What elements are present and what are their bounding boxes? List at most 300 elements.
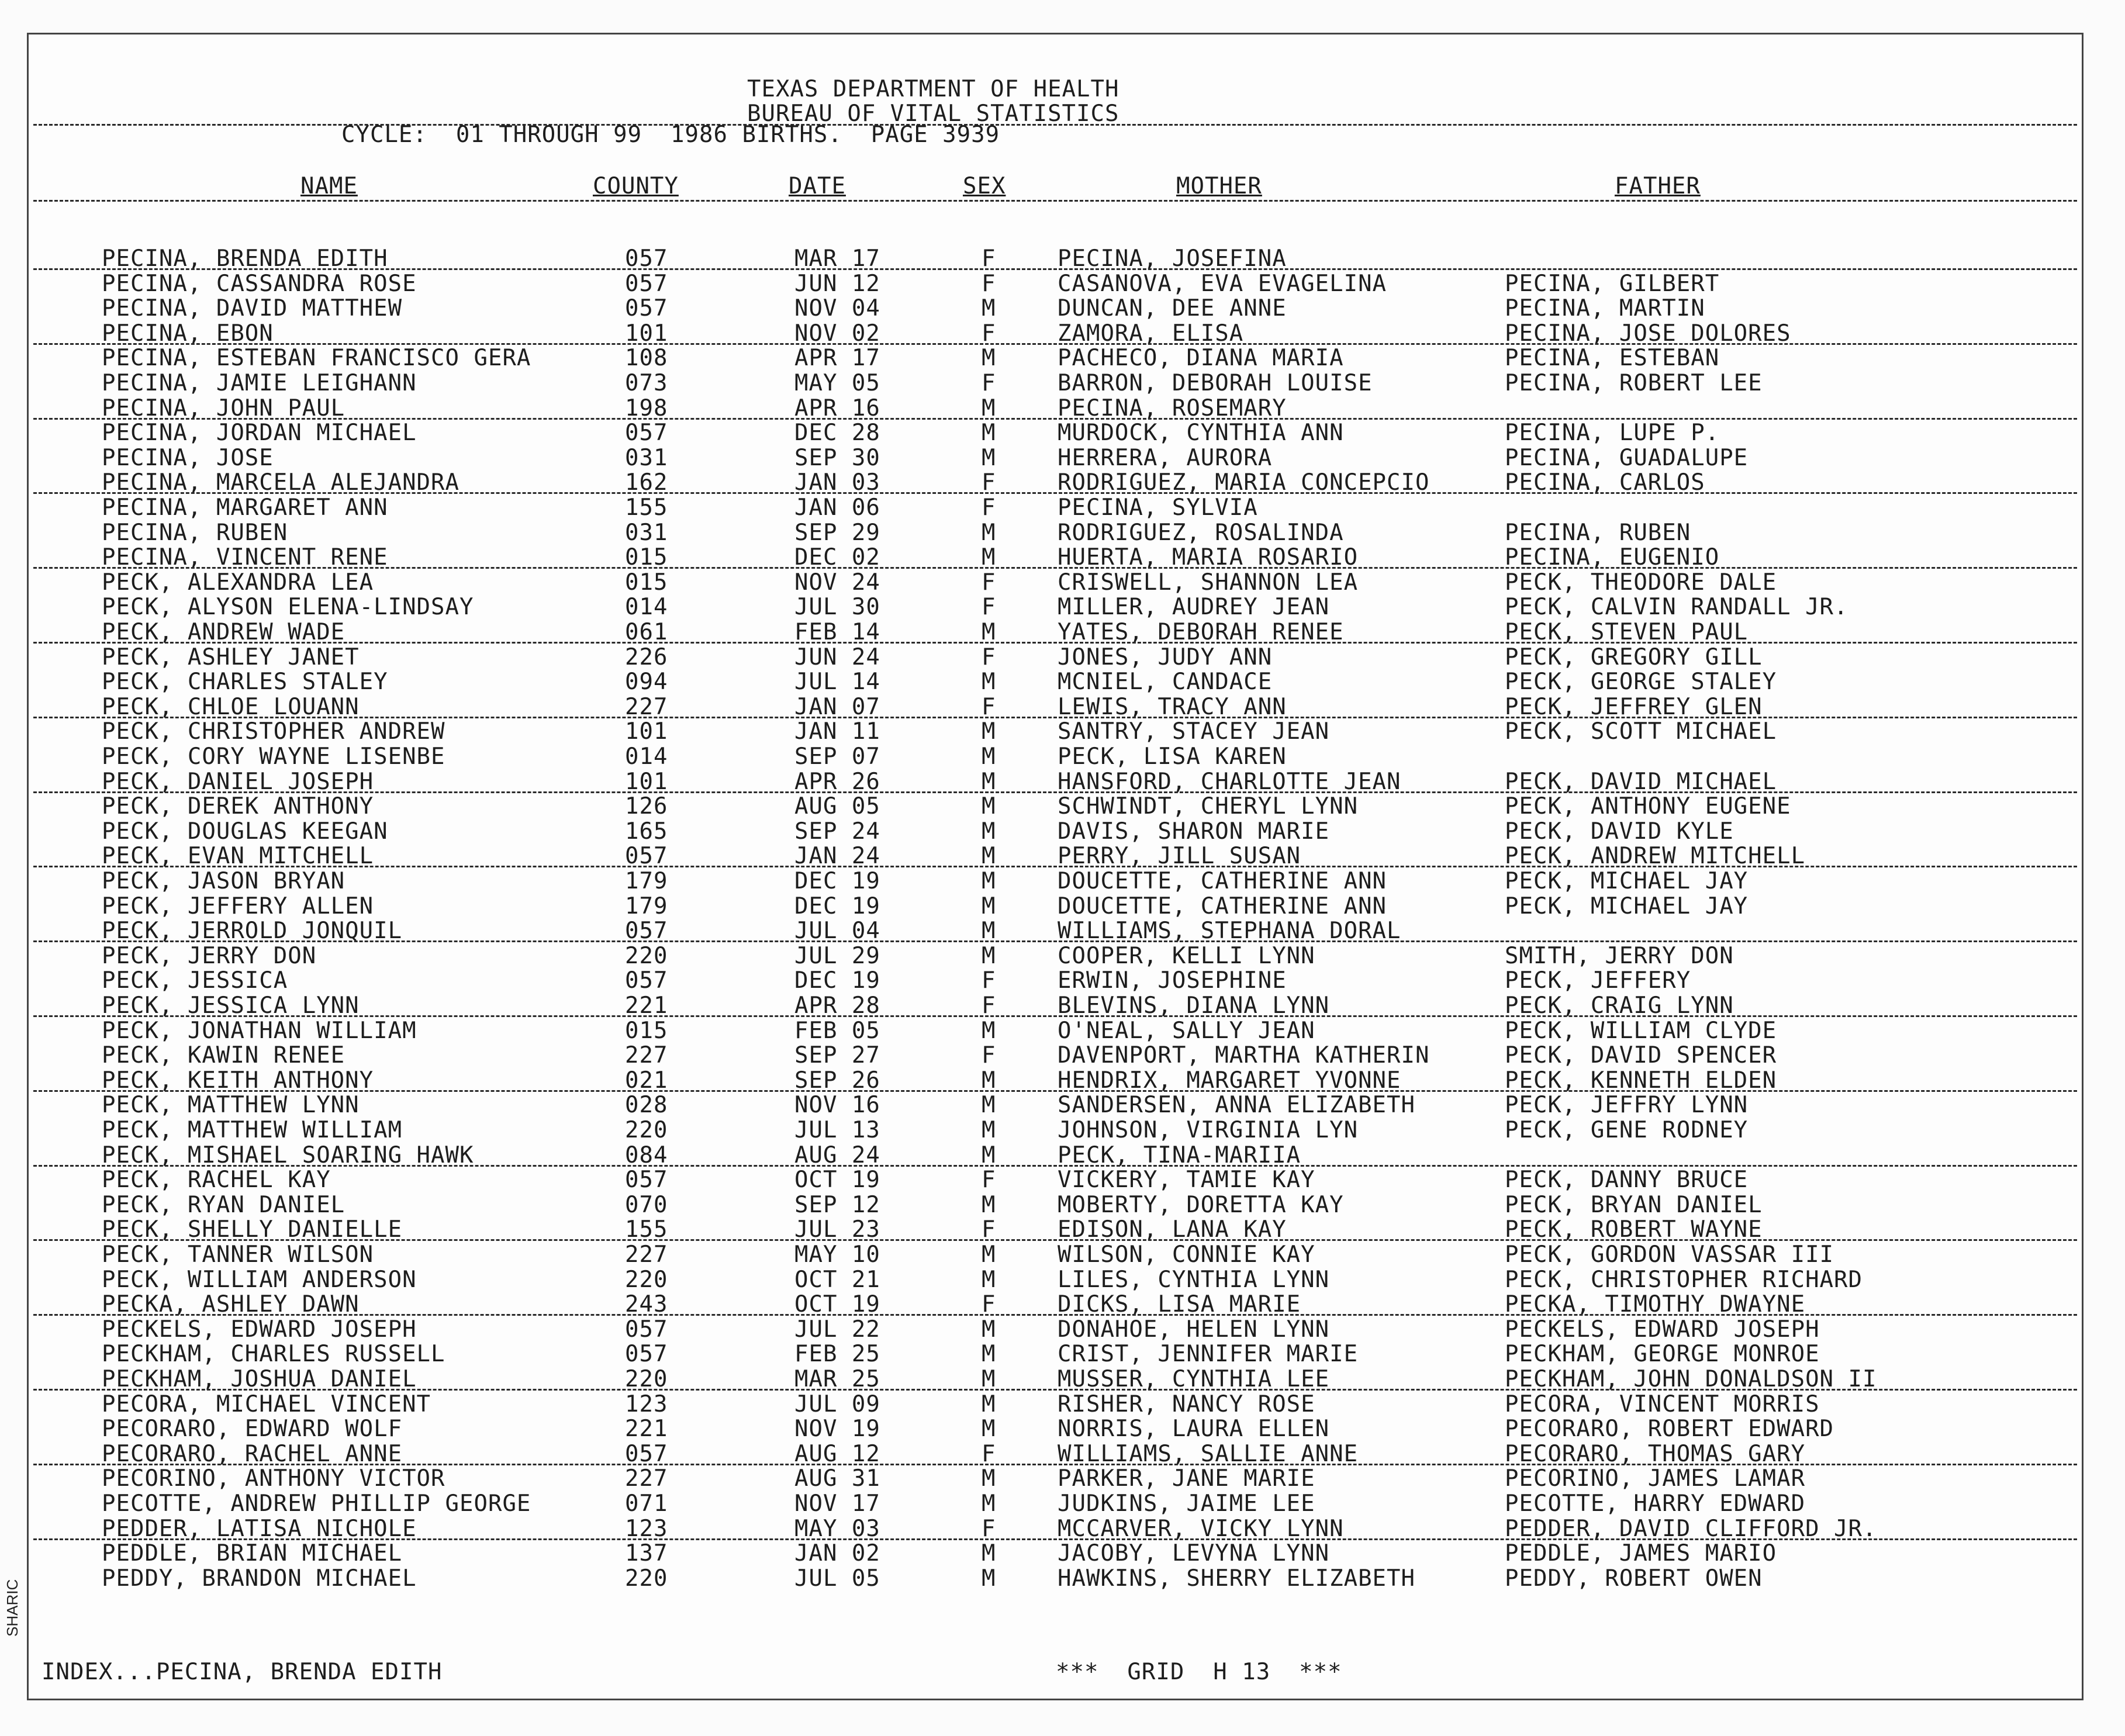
cell-county: 227: [625, 1465, 668, 1492]
cell-name: PECK, JERRY DON: [102, 943, 317, 969]
cell-mother: DAVENPORT, MARTHA KATHERIN: [1058, 1042, 1430, 1068]
cell-county: 155: [625, 1216, 668, 1243]
table-row: [29, 495, 2082, 520]
cell-mother: JOHNSON, VIRGINIA LYN: [1058, 1117, 1359, 1143]
cell-county: 221: [625, 1416, 668, 1442]
cell-date: FEB 14: [794, 619, 880, 645]
dashed-rule-group: [33, 492, 2077, 494]
cell-county: 243: [625, 1291, 668, 1317]
dashed-rule-group: [33, 567, 2077, 569]
cell-date: DEC 02: [794, 544, 880, 570]
cell-date: AUG 24: [794, 1142, 880, 1168]
cell-county: 101: [625, 769, 668, 795]
cell-name: PECK, JESSICA: [102, 967, 288, 994]
cell-name: PECK, MATTHEW WILLIAM: [102, 1117, 403, 1143]
cell-mother: MCNIEL, CANDACE: [1058, 669, 1273, 695]
cell-father: PECK, WILLIAM CLYDE: [1505, 1018, 1777, 1044]
cell-county: 057: [625, 420, 668, 446]
cell-name: PEDDER, LATISA NICHOLE: [102, 1516, 417, 1542]
cell-mother: LILES, CYNTHIA LYNN: [1058, 1267, 1330, 1293]
cell-date: APR 26: [794, 769, 880, 795]
cell-name: PECK, CHLOE LOUANN: [102, 694, 360, 720]
cell-county: 014: [625, 743, 668, 770]
cell-county: 015: [625, 569, 668, 596]
dashed-rule-group: [33, 1389, 2077, 1391]
cell-date: APR 16: [794, 395, 880, 421]
table-row: [29, 744, 2082, 769]
cell-county: 179: [625, 893, 668, 919]
cell-father: PECKA, TIMOTHY DWAYNE: [1505, 1291, 1806, 1317]
cell-father: SMITH, JERRY DON: [1505, 943, 1734, 969]
cell-county: 220: [625, 1117, 668, 1143]
cell-mother: NORRIS, LAURA ELLEN: [1058, 1416, 1330, 1442]
cell-father: PECK, DANNY BRUCE: [1505, 1167, 1749, 1193]
column-header-father: FATHER: [1615, 173, 1701, 199]
table-row: [29, 1317, 2082, 1342]
cell-county: 220: [625, 1267, 668, 1293]
cell-sex: F: [982, 967, 996, 994]
cell-sex: M: [982, 843, 996, 869]
dashed-rule-top: [33, 124, 2077, 126]
table-row: [29, 819, 2082, 844]
dashed-rule-group: [33, 1314, 2077, 1316]
cell-name: PECINA, DAVID MATTHEW: [102, 295, 403, 321]
cell-county: 227: [625, 1042, 668, 1068]
column-header-date: DATE: [789, 173, 846, 199]
cell-name: PECINA, JOSE: [102, 445, 274, 471]
cell-mother: PECK, LISA KAREN: [1058, 743, 1287, 770]
cell-name: PECK, ALEXANDRA LEA: [102, 569, 374, 596]
table-row: [29, 669, 2082, 694]
table-row: [29, 470, 2082, 495]
cell-name: PECINA, CASSANDRA ROSE: [102, 271, 417, 297]
cell-date: DEC 28: [794, 420, 880, 446]
cell-date: JUL 05: [794, 1565, 880, 1592]
table-row: [29, 1491, 2082, 1516]
cell-mother: MUSSER, CYNTHIA LEE: [1058, 1366, 1330, 1392]
table-row: [29, 594, 2082, 620]
cell-father: PECK, STEVEN PAUL: [1505, 619, 1749, 645]
table-row: [29, 894, 2082, 919]
cell-father: PECINA, CARLOS: [1505, 469, 1705, 496]
cell-county: 155: [625, 494, 668, 521]
cell-sex: M: [982, 1416, 996, 1442]
cell-date: JUL 22: [794, 1316, 880, 1343]
cell-sex: M: [982, 1192, 996, 1218]
cell-father: PECORA, VINCENT MORRIS: [1505, 1391, 1820, 1417]
cell-sex: F: [982, 320, 996, 347]
cell-sex: M: [982, 1117, 996, 1143]
cell-sex: M: [982, 445, 996, 471]
cell-mother: DONAHOE, HELEN LYNN: [1058, 1316, 1330, 1343]
cell-father: PECKHAM, GEORGE MONROE: [1505, 1341, 1820, 1367]
cell-county: 061: [625, 619, 668, 645]
cell-date: DEC 19: [794, 967, 880, 994]
cell-county: 094: [625, 669, 668, 695]
cell-date: NOV 24: [794, 569, 880, 596]
cell-date: MAY 03: [794, 1516, 880, 1542]
cell-mother: PECINA, JOSEFINA: [1058, 245, 1287, 272]
table-row: [29, 1068, 2082, 1093]
cell-mother: O'NEAL, SALLY JEAN: [1058, 1018, 1315, 1044]
cell-name: PECINA, JAMIE LEIGHANN: [102, 370, 417, 396]
cell-sex: M: [982, 1491, 996, 1517]
cell-sex: F: [982, 644, 996, 670]
cell-mother: JACOBY, LEVYNA LYNN: [1058, 1540, 1330, 1566]
cell-sex: M: [982, 1391, 996, 1417]
cell-sex: F: [982, 1291, 996, 1317]
cell-county: 101: [625, 320, 668, 347]
cell-county: 108: [625, 345, 668, 371]
cell-sex: M: [982, 1018, 996, 1044]
cell-name: PECINA, RUBEN: [102, 520, 288, 546]
cell-father: PECINA, ESTEBAN: [1505, 345, 1720, 371]
cell-date: JAN 02: [794, 1540, 880, 1566]
cell-county: 057: [625, 271, 668, 297]
cell-mother: CRISWELL, SHANNON LEA: [1058, 569, 1359, 596]
dashed-rule-group: [33, 268, 2077, 270]
cell-name: PECK, SHELLY DANIELLE: [102, 1216, 403, 1243]
cell-mother: YATES, DEBORAH RENEE: [1058, 619, 1344, 645]
cell-sex: M: [982, 1540, 996, 1566]
cell-name: PECK, EVAN MITCHELL: [102, 843, 374, 869]
cell-name: PECKA, ASHLEY DAWN: [102, 1291, 360, 1317]
table-row: [29, 371, 2082, 396]
cell-sex: M: [982, 943, 996, 969]
cell-county: 057: [625, 1341, 668, 1367]
table-row: [29, 271, 2082, 296]
cell-father: PEDDER, DAVID CLIFFORD JR.: [1505, 1516, 1877, 1542]
dashed-rule-group: [33, 642, 2077, 644]
cell-sex: M: [982, 395, 996, 421]
cell-sex: F: [982, 1441, 996, 1467]
cell-county: 084: [625, 1142, 668, 1168]
cell-mother: PECINA, ROSEMARY: [1058, 395, 1287, 421]
cell-county: 014: [625, 594, 668, 620]
table-row: [29, 869, 2082, 894]
cell-father: PECK, CHRISTOPHER RICHARD: [1505, 1267, 1863, 1293]
cell-father: PECOTTE, HARRY EDWARD: [1505, 1491, 1806, 1517]
cell-date: JUL 13: [794, 1117, 880, 1143]
table-row: [29, 570, 2082, 595]
table-row: [29, 769, 2082, 794]
cell-name: PEDDLE, BRIAN MICHAEL: [102, 1540, 403, 1566]
cell-name: PECORINO, ANTHONY VICTOR: [102, 1465, 445, 1492]
cell-date: APR 28: [794, 993, 880, 1019]
cell-sex: M: [982, 345, 996, 371]
table-row: [29, 843, 2082, 869]
cell-sex: M: [982, 868, 996, 894]
column-header-county: COUNTY: [593, 173, 679, 199]
cell-father: PECK, MICHAEL JAY: [1505, 893, 1749, 919]
printout-sheet: [27, 33, 2083, 1700]
cell-name: PECINA, JOHN PAUL: [102, 395, 345, 421]
cell-mother: WILLIAMS, STEPHANA DORAL: [1058, 918, 1401, 944]
cell-mother: ERWIN, JOSEPHINE: [1058, 967, 1287, 994]
cell-date: JAN 24: [794, 843, 880, 869]
cell-date: JUL 09: [794, 1391, 880, 1417]
cell-date: JUL 23: [794, 1216, 880, 1243]
cell-father: PEDDLE, JAMES MARIO: [1505, 1540, 1777, 1566]
cell-date: NOV 17: [794, 1491, 880, 1517]
cell-mother: DICKS, LISA MARIE: [1058, 1291, 1301, 1317]
table-row: [29, 1516, 2082, 1541]
cell-county: 226: [625, 644, 668, 670]
cell-name: PECK, JERROLD JONQUIL: [102, 918, 403, 944]
cell-name: PECK, ASHLEY JANET: [102, 644, 360, 670]
header-line-1: TEXAS DEPARTMENT OF HEALTH: [747, 76, 1119, 102]
cell-mother: DOUCETTE, CATHERINE ANN: [1058, 868, 1387, 894]
cell-sex: M: [982, 1366, 996, 1392]
table-row: [29, 420, 2082, 445]
cell-name: PECK, JASON BRYAN: [102, 868, 345, 894]
cell-mother: BLEVINS, DIANA LYNN: [1058, 993, 1330, 1019]
cell-name: PECK, WILLIAM ANDERSON: [102, 1267, 417, 1293]
cell-county: 057: [625, 1167, 668, 1193]
cell-father: PECINA, ROBERT LEE: [1505, 370, 1763, 396]
cell-mother: LEWIS, TRACY ANN: [1058, 694, 1287, 720]
cell-date: SEP 07: [794, 743, 880, 770]
cell-mother: WILLIAMS, SALLIE ANNE: [1058, 1441, 1359, 1467]
cell-county: 057: [625, 1316, 668, 1343]
dashed-rule-group: [33, 940, 2077, 942]
cell-county: 057: [625, 843, 668, 869]
cell-date: NOV 16: [794, 1092, 880, 1118]
cell-sex: M: [982, 793, 996, 819]
cell-mother: SCHWINDT, CHERYL LYNN: [1058, 793, 1359, 819]
cell-name: PECINA, JORDAN MICHAEL: [102, 420, 417, 446]
cell-sex: M: [982, 1092, 996, 1118]
cell-father: PECK, GREGORY GILL: [1505, 644, 1763, 670]
table-row: [29, 1043, 2082, 1068]
cell-sex: M: [982, 743, 996, 770]
cell-father: PECK, GORDON VASSAR III: [1505, 1242, 1834, 1268]
cell-county: 015: [625, 544, 668, 570]
cell-father: PECK, GEORGE STALEY: [1505, 669, 1777, 695]
cell-father: PECK, MICHAEL JAY: [1505, 868, 1749, 894]
cell-sex: F: [982, 469, 996, 496]
cell-name: PECINA, MARGARET ANN: [102, 494, 388, 521]
cell-county: 031: [625, 520, 668, 546]
cell-date: SEP 24: [794, 818, 880, 845]
cell-sex: F: [982, 1516, 996, 1542]
cell-mother: BARRON, DEBORAH LOUISE: [1058, 370, 1373, 396]
cell-mother: HERRERA, AURORA: [1058, 445, 1273, 471]
cell-date: MAY 05: [794, 370, 880, 396]
cell-date: DEC 19: [794, 893, 880, 919]
cell-name: PECK, DANIEL JOSEPH: [102, 769, 374, 795]
cell-mother: RODRIGUEZ, ROSALINDA: [1058, 520, 1344, 546]
cell-sex: M: [982, 295, 996, 321]
cell-sex: F: [982, 245, 996, 272]
cell-county: 162: [625, 469, 668, 496]
cell-county: 221: [625, 993, 668, 1019]
cell-county: 028: [625, 1092, 668, 1118]
cell-date: JAN 06: [794, 494, 880, 521]
table-row: [29, 296, 2082, 321]
cell-father: PECK, DAVID SPENCER: [1505, 1042, 1777, 1068]
cell-county: 021: [625, 1067, 668, 1094]
cell-father: PECK, ANTHONY EUGENE: [1505, 793, 1791, 819]
table-row: [29, 1367, 2082, 1392]
footer-grid: *** GRID H 13 ***: [1056, 1659, 1342, 1685]
cell-date: JAN 03: [794, 469, 880, 496]
cell-name: PECKHAM, JOSHUA DANIEL: [102, 1366, 417, 1392]
table-row: [29, 943, 2082, 969]
table-row: [29, 1118, 2082, 1143]
cell-father: PECINA, RUBEN: [1505, 520, 1691, 546]
cell-county: 220: [625, 943, 668, 969]
cell-name: PECK, JEFFERY ALLEN: [102, 893, 374, 919]
cell-county: 137: [625, 1540, 668, 1566]
cell-county: 073: [625, 370, 668, 396]
cell-county: 227: [625, 694, 668, 720]
cell-name: PECK, ANDREW WADE: [102, 619, 345, 645]
cell-mother: CRIST, JENNIFER MARIE: [1058, 1341, 1359, 1367]
cell-sex: M: [982, 1267, 996, 1293]
cell-county: 123: [625, 1391, 668, 1417]
cell-county: 179: [625, 868, 668, 894]
cell-name: PECK, KEITH ANTHONY: [102, 1067, 374, 1094]
cell-father: PECINA, MARTIN: [1505, 295, 1705, 321]
table-row: [29, 1217, 2082, 1242]
cell-sex: M: [982, 718, 996, 745]
table-row: [29, 1167, 2082, 1192]
cell-mother: MURDOCK, CYNTHIA ANN: [1058, 420, 1344, 446]
cell-father: PECINA, GUADALUPE: [1505, 445, 1749, 471]
cell-father: PECORARO, THOMAS GARY: [1505, 1441, 1806, 1467]
cell-sex: M: [982, 1316, 996, 1343]
cell-sex: M: [982, 818, 996, 845]
cell-mother: RODRIGUEZ, MARIA CONCEPCIO: [1058, 469, 1430, 496]
cell-sex: F: [982, 1167, 996, 1193]
cell-date: SEP 27: [794, 1042, 880, 1068]
cell-sex: F: [982, 694, 996, 720]
cell-date: OCT 21: [794, 1267, 880, 1293]
cell-date: FEB 05: [794, 1018, 880, 1044]
cell-county: 057: [625, 245, 668, 272]
cell-county: 198: [625, 395, 668, 421]
table-row: [29, 1092, 2082, 1118]
table-row: [29, 968, 2082, 993]
cell-county: 057: [625, 1441, 668, 1467]
cell-mother: DAVIS, SHARON MARIE: [1058, 818, 1330, 845]
cell-date: APR 17: [794, 345, 880, 371]
cell-name: PECORARO, RACHEL ANNE: [102, 1441, 403, 1467]
cell-date: SEP 30: [794, 445, 880, 471]
cell-name: PECINA, BRENDA EDITH: [102, 245, 388, 272]
cell-county: 057: [625, 295, 668, 321]
side-tag: SHARIC: [4, 1579, 21, 1637]
cell-sex: M: [982, 1341, 996, 1367]
cell-mother: EDISON, LANA KAY: [1058, 1216, 1287, 1243]
cell-sex: M: [982, 544, 996, 570]
cell-mother: HAWKINS, SHERRY ELIZABETH: [1058, 1565, 1415, 1592]
cell-sex: F: [982, 271, 996, 297]
table-row: [29, 1416, 2082, 1441]
cell-father: PECK, BRYAN DANIEL: [1505, 1192, 1763, 1218]
cell-sex: M: [982, 619, 996, 645]
table-row: [29, 794, 2082, 819]
cell-name: PECK, CHARLES STALEY: [102, 669, 388, 695]
cell-date: JUL 30: [794, 594, 880, 620]
dashed-rule-group: [33, 866, 2077, 867]
cell-name: PECK, MISHAEL SOARING HAWK: [102, 1142, 474, 1168]
cell-mother: COOPER, KELLI LYNN: [1058, 943, 1315, 969]
table-row: [29, 345, 2082, 371]
cell-county: 220: [625, 1366, 668, 1392]
cell-father: PECK, JEFFERY: [1505, 967, 1691, 994]
cell-county: 070: [625, 1192, 668, 1218]
table-row: [29, 1566, 2082, 1591]
cell-county: 015: [625, 1018, 668, 1044]
cell-name: PECORA, MICHAEL VINCENT: [102, 1391, 431, 1417]
cell-sex: F: [982, 569, 996, 596]
cell-sex: M: [982, 669, 996, 695]
table-row: [29, 321, 2082, 346]
cell-name: PECOTTE, ANDREW PHILLIP GEORGE: [102, 1491, 531, 1517]
cell-father: PECK, CRAIG LYNN: [1505, 993, 1734, 1019]
cell-date: JUL 29: [794, 943, 880, 969]
table-row: [29, 645, 2082, 670]
table-row: [29, 1441, 2082, 1467]
cell-date: SEP 29: [794, 520, 880, 546]
cell-name: PECK, DOUGLAS KEEGAN: [102, 818, 388, 845]
cell-name: PECKHAM, CHARLES RUSSELL: [102, 1341, 445, 1367]
cell-mother: MCCARVER, VICKY LYNN: [1058, 1516, 1344, 1542]
cell-name: PECKELS, EDWARD JOSEPH: [102, 1316, 417, 1343]
cell-date: MAY 10: [794, 1242, 880, 1268]
column-header-mother: MOTHER: [1176, 173, 1262, 199]
cell-father: PECK, JEFFREY GLEN: [1505, 694, 1763, 720]
cell-county: 126: [625, 793, 668, 819]
table-row: [29, 694, 2082, 720]
table-row: [29, 1192, 2082, 1218]
cell-date: JAN 07: [794, 694, 880, 720]
dashed-rule-header: [33, 200, 2077, 202]
table-row: [29, 545, 2082, 570]
cell-county: 071: [625, 1491, 668, 1517]
cell-sex: M: [982, 1242, 996, 1268]
cell-mother: PACHECO, DIANA MARIA: [1058, 345, 1344, 371]
cell-mother: SANTRY, STACEY JEAN: [1058, 718, 1330, 745]
cell-county: 031: [625, 445, 668, 471]
dashed-rule-group: [33, 1165, 2077, 1167]
cell-date: JUL 04: [794, 918, 880, 944]
table-row: [29, 620, 2082, 645]
cell-date: NOV 02: [794, 320, 880, 347]
cell-mother: JUDKINS, JAIME LEE: [1058, 1491, 1315, 1517]
cell-father: PECK, KENNETH ELDEN: [1505, 1067, 1777, 1094]
cell-name: PECK, KAWIN RENEE: [102, 1042, 345, 1068]
cell-father: PEDDY, ROBERT OWEN: [1505, 1565, 1763, 1592]
cell-sex: F: [982, 494, 996, 521]
cell-father: PECK, SCOTT MICHAEL: [1505, 718, 1777, 745]
cell-date: FEB 25: [794, 1341, 880, 1367]
cell-mother: HUERTA, MARIA ROSARIO: [1058, 544, 1359, 570]
cell-mother: HENDRIX, MARGARET YVONNE: [1058, 1067, 1401, 1094]
cell-father: PECK, ROBERT WAYNE: [1505, 1216, 1763, 1243]
table-row: [29, 719, 2082, 744]
cell-date: NOV 19: [794, 1416, 880, 1442]
cell-mother: CASANOVA, EVA EVAGELINA: [1058, 271, 1387, 297]
cell-date: JAN 11: [794, 718, 880, 745]
cell-date: AUG 31: [794, 1465, 880, 1492]
cell-mother: HANSFORD, CHARLOTTE JEAN: [1058, 769, 1401, 795]
cell-sex: F: [982, 370, 996, 396]
cell-county: 057: [625, 967, 668, 994]
table-row: [29, 1267, 2082, 1292]
